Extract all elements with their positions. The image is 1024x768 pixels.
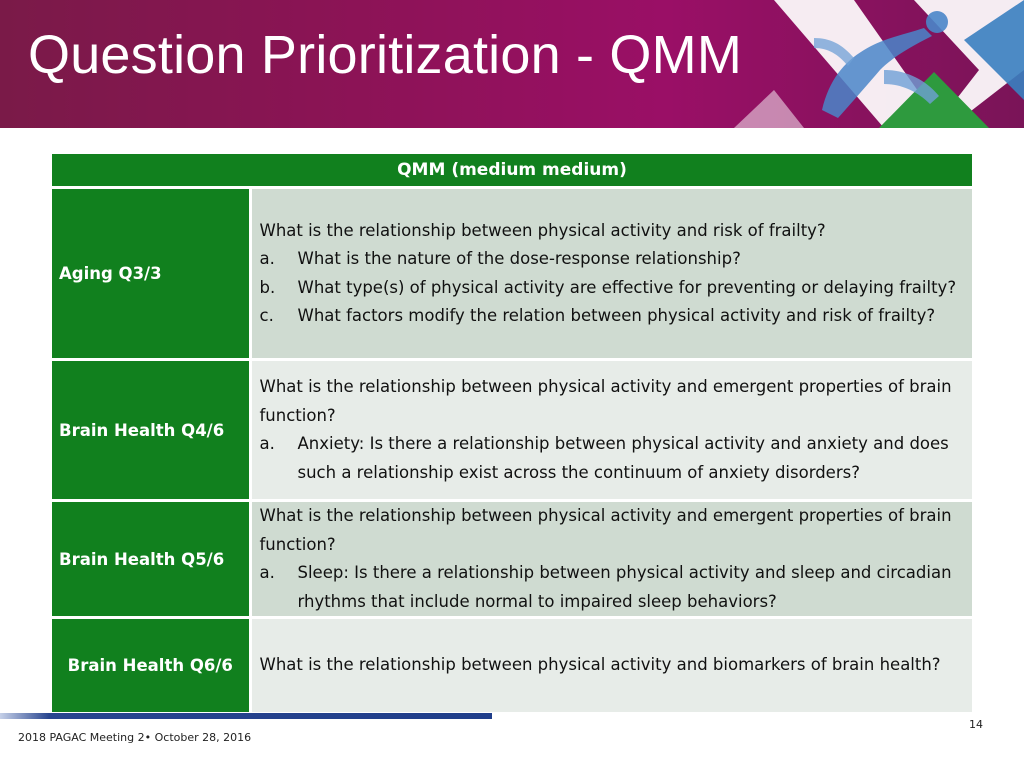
sub-text: Sleep: Is there a relationship between physical activity and sleep and circadian rhythms that include normal to impaired sleep behaviors? bbox=[297, 563, 952, 611]
table-row bbox=[52, 501, 972, 618]
question-text: What is the relationship between physical activity and risk of frailty? bbox=[259, 220, 826, 240]
page-number: 14 bbox=[969, 718, 983, 731]
sub-question bbox=[260, 302, 965, 331]
athlete-graphic-icon bbox=[734, 0, 1024, 128]
sub-question bbox=[260, 274, 965, 303]
qmm-table bbox=[52, 154, 972, 712]
row-content bbox=[250, 360, 972, 501]
row-content bbox=[250, 188, 972, 360]
sub-letter: a. bbox=[259, 249, 275, 268]
table-header: QMM (medium medium) bbox=[52, 154, 972, 188]
sub-text: Anxiety: Is there a relationship between physical activity and anxiety and does such a relationship exist across the continuum of anxiety disorders? bbox=[297, 434, 949, 482]
sub-text: What factors modify the relation between physical activity and risk of frailty? bbox=[297, 306, 936, 325]
table-row bbox=[52, 360, 972, 501]
row-label: Aging Q3/3 bbox=[52, 188, 250, 360]
footer-text: 2018 PAGAC Meeting 2• October 28, 2016 bbox=[18, 731, 252, 744]
sub-text: What is the nature of the dose-response relationship? bbox=[297, 249, 741, 268]
sub-letter: b. bbox=[259, 277, 276, 297]
sub-question bbox=[260, 245, 965, 274]
sub-text: What type(s) of physical activity are effective for preventing or delaying frailty? bbox=[297, 277, 957, 297]
table-row bbox=[52, 188, 972, 360]
qmm-table-container bbox=[52, 154, 972, 712]
row-label: Brain Health Q5/6 bbox=[52, 501, 250, 618]
question-text: What is the relationship between physical activity and biomarkers of brain health? bbox=[259, 655, 941, 674]
slide-title: Question Prioritization - QMM bbox=[28, 25, 742, 85]
question-text: What is the relationship between physical activity and emergent properties of brain function? bbox=[259, 377, 952, 425]
table-row bbox=[52, 618, 972, 712]
sub-question bbox=[260, 559, 965, 616]
title-banner bbox=[0, 0, 1024, 128]
footer-bar bbox=[0, 713, 492, 719]
row-content bbox=[250, 501, 972, 618]
question-text: What is the relationship between physical activity and emergent properties of brain function? bbox=[259, 506, 952, 554]
row-label: Brain Health Q6/6 bbox=[52, 618, 250, 712]
sub-letter: a. bbox=[259, 563, 275, 582]
row-label: Brain Health Q4/6 bbox=[52, 360, 250, 501]
sub-letter: c. bbox=[259, 306, 274, 325]
sub-letter: a. bbox=[259, 434, 275, 453]
row-content bbox=[250, 618, 972, 712]
sub-question bbox=[260, 430, 965, 487]
table-header-row bbox=[52, 154, 972, 188]
